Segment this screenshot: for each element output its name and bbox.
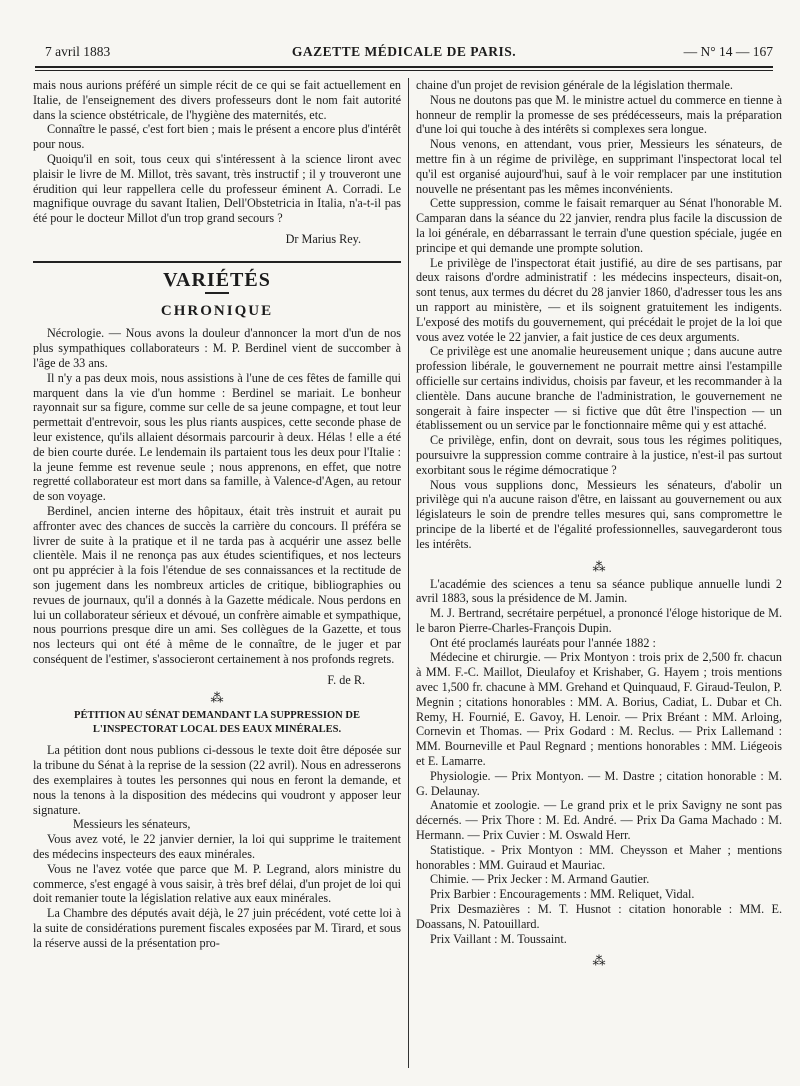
header-rule — [35, 66, 773, 68]
prize-entry: Statistique. - Prix Montyon : MM. Cheysson et Maher ; mentions honorables : MM. Guiraud et Mauriac. — [416, 842, 782, 872]
prize-entry: Prix Desmazières : M. T. Husnot : citation honorable : MM. E. Doassans, N. Patouillard. — [416, 902, 782, 931]
chronique-signature: F. de R. — [327, 672, 365, 687]
author-signature: Dr Marius Rey. — [285, 231, 361, 246]
petition-paragraph: Nous venons, en attendant, vous prier, Messieurs les sénateurs, de mettre fin à un régime de privilège, en supprimant l'inspectorat local tel qu'il est organisé aujourd'hui, sauf à le voir remplacer par une institution nouvelle ne présentant pas les mêmes inconvénients. — [416, 137, 782, 196]
section-subtitle: CHRONIQUE — [160, 302, 274, 319]
prize-entry: Physiologie. — Prix Montyon. — M. Dastre ; citation honorable : M. G. Delaunay. — [416, 768, 782, 798]
column-divider — [408, 78, 409, 1068]
separator-asterism: ⁂ — [592, 558, 606, 574]
petition-continued: chaine d'un projet de revision générale de la législation thermale. — [416, 78, 733, 92]
chronique-paragraph: Il n'y a pas deux mois, nous assistions à l'une de ces fêtes de famille qui marquent dans la vie d'un homme : Berdinel se mariait. Le bonheur rayonnait sur sa figure, comme sur celle de sa jeune compagne, et tout leur permettait d'entrevoir, sous les plus riants auspices, cette seconde phase de leur existence, qu'ils allaient désormais parcourir à deux. Hélas ! elle a été de bien courte durée. Le lendemain ils partaient tous les deux pour l'Italie : la jeune femme est revenue seule ; nous apprenons, en effet, que notre regretté collaborateur est mort dans sa famille, à Valence-d'Agen, au retour de son voyage. — [33, 370, 401, 504]
page-header — [35, 44, 773, 66]
petition-paragraph: Ce privilège, enfin, dont on devrait, sous tous les régimes politiques, poursuivre la suppression comme contraire à la justice, n'est-il pas surtout exorbitant sous le régime démocratique ? — [416, 433, 782, 477]
petition-paragraph: Le privilège de l'inspectorat était justifié, au dire de ses partisans, par deux raisons d'ordre administratif : les médecins inspecteurs, disait-on, sont tenus, aux termes du décret du 28 janvier 1860, d'adresser tous les ans un rapport au ministère, — et ils soignent gratuitement les indigents. L'exposé des motifs du gouvernement, qui précédait le projet de la loi que vous avez votée le 22 janvier, a fait justice de ces deux arguments. — [416, 255, 782, 344]
prize-entry: Chimie. — Prix Jecker : M. Armand Gautier. — [430, 872, 650, 887]
header-date: 7 avril 1883 — [45, 44, 111, 59]
right-column — [416, 78, 782, 971]
section-title: VARIÉTÉS — [163, 268, 271, 291]
chronique-paragraph: Nécrologie. — Nous avons la douleur d'annoncer la mort d'un de nos plus sympathiques collaborateurs : M. P. Berdinel vient de succomber à l'âge de 33 ans. — [33, 326, 401, 370]
prize-entry: Prix Vaillant : M. Toussaint. — [430, 931, 567, 946]
prize-entry: Prix Barbier : Encouragements : MM. Reliquet, Vidal. — [430, 887, 695, 902]
intro-paragraph: Quoiqu'il en soit, tous ceux qui s'intéressent à la science liront avec plaisir le livre de M. Millot, très savant, très instructif ; il y trouveront une érudition qui leur rappellera celle du professeur éminent A. Corradi. Le magnifique ouvrage du savant Italien, Dell'Obstetricia in Italia, n'a-t-il pas été pour le docteur Millot d'un trop grand secours ? — [33, 151, 401, 226]
academie-paragraph: M. J. Bertrand, secrétaire perpétuel, a prononcé l'éloge historique de M. le baron Pierre-Charles-François Dupin. — [416, 606, 782, 635]
left-column — [33, 78, 401, 951]
petition-paragraph: Nous vous supplions donc, Messieurs les sénateurs, d'abolir un privilège qui n'a aucune raison d'être, en laissant au gouvernement ou aux législateurs le soin de prendre telles mesures qui, sans compromettre le principe de la liberté et de l'égalité professionnelles, sauvegarderont tous les intérêts. — [416, 477, 782, 551]
section-rule — [33, 261, 401, 263]
petition-paragraph: Vous avez voté, le 22 janvier dernier, la loi qui supprime le traitement des médecins inspecteurs des eaux minérales. — [33, 832, 401, 862]
academie-paragraph: L'académie des sciences a tenu sa séance publique annuelle lundi 2 avril 1883, sous la présidence de M. Jamin. — [416, 576, 782, 606]
petition-intro: La pétition dont nous publions ci-dessous le texte doit être déposée sur la tribune du Sénat à la reprise de la session (22 avril). Nous en adresserons des exemplaires à toutes les personnes qui nous en feront la demande, et nous la tenons à la disposition des médecins qui voudront y apposer leur signature. — [33, 743, 401, 817]
petition-paragraph: La Chambre des députés avait déjà, le 27 juin précédent, voté cette loi à la suite de considérations purement fiscales exposées par M. Tirard, et sous la réserve aussi de la présentation pro- — [33, 906, 401, 950]
petition-salutation: Messieurs les sénateurs, — [73, 817, 191, 832]
petition-paragraph: Cette suppression, comme le faisait remarquer au Sénat l'honorable M. Camparan dans la séance du 22 janvier, rendra plus facile la discussion de la loi générale, en débarrassant le terrain d'une question spéciale, jugée en principe et qui demande une prompte solution. — [416, 196, 782, 255]
petition-paragraph: Nous ne doutons pas que M. le ministre actuel du commerce en tienne à honneur de remplir la promesse de ses prédécesseurs, mais la préparation d'une loi qui touche à des intérêts si complexes sera longue. — [416, 92, 782, 137]
petition-paragraph: Ce privilège est une anomalie heureusement unique ; dans aucune autre profession libérale, le gouvernement ne pourrait mettre ainsi l'estampille officielle sur certains individus, choisis par faveur, et les recommander à la clientèle. Dans aucune branche de l'administration, le gouvernement ne songerait à faire inspecter — si fictive que dût être l'inspection — un établissement ou un service par le fonctionnaire même qui y est attaché. — [416, 344, 782, 433]
header-page-number: — N° 14 — 167 — [683, 44, 773, 59]
chronique-paragraph: Berdinel, ancien interne des hôpitaux, était très instruit et aurait pu affronter avec des chances de succès la carrière du concours. Il préféra se livrer de suite à la pratique et il ne tarda pas à acquérir une assez belle clientèle. Mais il ne renonça pas aux études scientifiques, et nos lecteurs ont pu apprécier à la fois l'étendue de ses connaissances et la rectitude de son jugement dans les nombreux articles de critique, bibliographies ou revues de journaux, qu'il a donnés à la Gazette médicale. Nous perdons en lui un collaborateur sérieux et dévoué, un confrère aimable et sympathique, nous pourrions presque dire un ami. Ses collègues de la Gazette, et tous nos lecteurs qui ont été à même de le connaître, de le juger et par conséquent de l'estimer, s'associeront certainement à nos profonds regrets. — [33, 503, 401, 666]
prize-entry: Anatomie et zoologie. — Le grand prix et le prix Savigny ne sont pas décernés. — Prix Thore : M. Ed. André. — Prix Da Gama Machado : M. Hermann. — Prix Cuvier : M. Oswald Herr. — [416, 798, 782, 843]
header-title: GAZETTE MÉDICALE DE PARIS. — [291, 44, 517, 59]
academie-paragraph: Ont été proclamés lauréats pour l'année 1882 : — [430, 635, 656, 650]
title-dash — [205, 292, 229, 294]
intro-paragraph: Connaître le passé, c'est fort bien ; mais le présent a encore plus d'intérêt pour nous. — [33, 122, 401, 152]
petition-paragraph: Vous ne l'avez votée que parce que M. P. Legrand, alors ministre du commerce, s'est engagé à vous saisir, à très bref délai, d'un projet de loi qui doit remanier toute la législation relative aux eaux minérales. — [33, 861, 401, 906]
separator-asterism: ⁂ — [210, 690, 224, 706]
prize-entry: Médecine et chirurgie. — Prix Montyon : trois prix de 2,500 fr. chacun à MM. F.-C. Maillot, Dieulafoy et Krishaber, G. Hayem ; trois mentions avec 1,500 fr. chacune à MM. Grehand et Quinquaud, F. Giraud-Teulon, P. Megnin ; citations honorables : MM. A. Borius, Cadiat, L. Dubar et Ch. Remy, H. Fournié, E. Gavoy, H. Lenoir. — Prix Bréant : MM. Arloing, Cornevin et Thomas. — Prix Godard : M. Reclus. — Prix Lallemand : MM. Bourneville et Paul Regnard ; mentions honorables : MM. Liégeois et E. Lamarre. — [416, 650, 782, 769]
petition-title: PÉTITION AU SÉNAT DEMANDANT LA SUPPRESSION DE L'INSPECTORAT LOCAL DES EAUX MINÉRALES. — [74, 710, 360, 736]
intro-paragraph: mais nous aurions préféré un simple récit de ce qui se fait actuellement en Italie, de l'enseignement des divers professeurs dont le nom fait autorité dans la science obstétricale, de l'hygiène des maternités, etc. — [33, 78, 401, 122]
header-rule-thin — [35, 70, 773, 71]
end-asterism: ⁂ — [592, 953, 606, 969]
